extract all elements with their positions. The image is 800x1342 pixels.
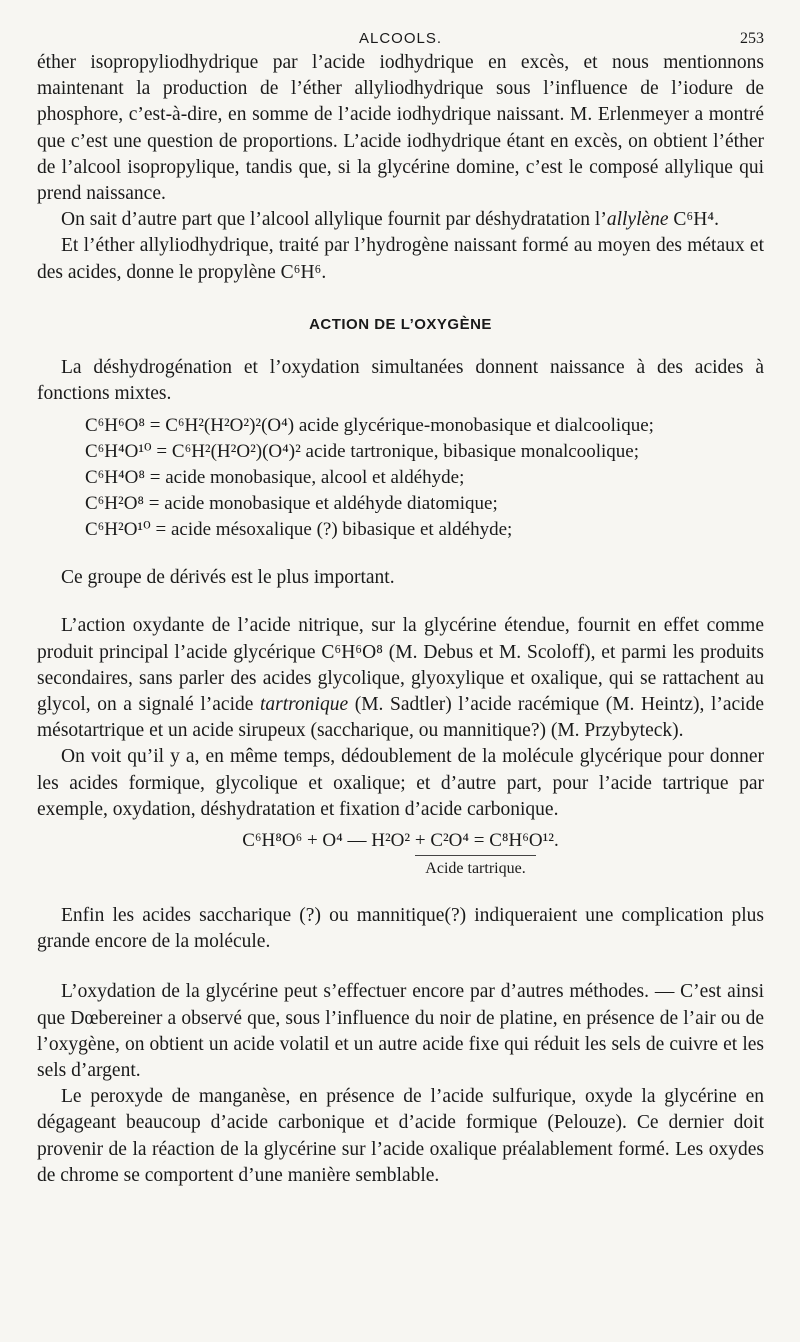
section-intro: La déshydrogénation et l’oxydation simultanées donnent naissance à des acides à fonctions mixtes. bbox=[37, 356, 764, 405]
paragraph-continuation: éther isopropyliodhydrique par l’acide iodhydrique en excès, et nous mentionnons maintenant la production de l’éther allyliodhydrique sous l’influence de l’iodure de phosphore, c’est-à-dire, en somme de l’acide iodhydrique naissant. M. Erlenmeyer a montré que c’est une question de proportions. L’acide iodhydrique étant en excès, on obtient l’éther de l’alcool isopropylique, tandis que, si la glycérine domine, c’est le composé allylique qui prend naissance. bbox=[37, 52, 764, 205]
section-heading: ACTION DE L’OXYGÈNE bbox=[309, 315, 492, 333]
paragraph-dedoublement: On voit qu’il y a, en même temps, dédoublement de la molécule glycérique pour donner les acides formique, glycolique et oxalique; et d’autre part, pour l’acide tartrique par exemple, oxydation, déshydratation et fixation d’acide carbonique. bbox=[37, 746, 764, 820]
equation-block bbox=[37, 829, 764, 881]
document-page bbox=[37, 26, 764, 1189]
paragraph-other-methods: L’oxydation de la glycérine peut s’effectuer encore par d’autres méthodes. — C’est ainsi que Dœbereiner a observé que, sous l’influence du noir de platine, en présence de l’air ou de l’oxygène, on obtient un acide volatil et un autre acide fixe qui réduit les sels de cuivre et les sels d’argent. bbox=[37, 981, 764, 1082]
running-title: ALCOOLS. bbox=[358, 30, 443, 47]
paragraph-allylene: On sait d’autre part que l’alcool allylique fournit par déshydratation l’allylène C⁶H⁴. bbox=[61, 209, 719, 231]
paragraph-nitric-oxidation: L’action oxydante de l’acide nitrique, sur la glycérine étendue, fournit en effet comme produit principal l’acide glycérique C⁶H⁶O⁸ (M. Debus et M. Scoloff), et parmi les produits secondaires, sans parler des acides glycolique, glyoxylique et oxalique, qui se rattachent au glycol, on a signalé l’acide tartronique (M. Sadtler) l’acide racémique (M. Heintz), l’acide mésotartrique et un acide sirupeux (saccharique, ou mannitique?) (M. Przybyteck). bbox=[37, 615, 764, 742]
page-header bbox=[37, 26, 764, 50]
important-note: Ce groupe de dérivés est le plus important. bbox=[61, 567, 395, 589]
paragraph-saccharique: Enfin les acides saccharique (?) ou mannitique(?) indiqueraient une complication plus grande encore de la molécule. bbox=[37, 905, 764, 953]
formula-line: C⁶H⁴O¹⁰ = C⁶H²(H²O²)(O⁴)² acide tartronique, bibasique monalcoolique; bbox=[85, 441, 639, 463]
formula-line: C⁶H²O¹⁰ = acide mésoxalique (?) bibasique et aldéhyde; bbox=[85, 519, 513, 541]
equation-label: Acide tartrique. bbox=[415, 855, 535, 881]
paragraph-propylene: Et l’éther allyliodhydrique, traité par l’hydrogène naissant formé au moyen des métaux et des acides, donne le propylène C⁶H⁶. bbox=[37, 235, 764, 283]
page-number: 253 bbox=[740, 30, 764, 47]
paragraph-manganese: Le peroxyde de manganèse, en présence de l’acide sulfurique, oxyde la glycérine en dégageant beaucoup d’acide carbonique et d’acide formique (Pelouze). Ce dernier doit provenir de la réaction de la glycérine sur l’acide oxalique préalablement formé. Les oxydes de chrome se comportent d’une manière semblable. bbox=[37, 1086, 764, 1186]
formula-line: C⁶H⁶O⁸ = C⁶H²(H²O²)²(O⁴) acide glycérique-monobasique et dialcoolique; bbox=[85, 415, 654, 437]
formula-list bbox=[37, 413, 764, 543]
formula-line: C⁶H⁴O⁸ = acide monobasique, alcool et aldéhyde; bbox=[85, 467, 465, 489]
formula-line: C⁶H²O⁸ = acide monobasique et aldéhyde diatomique; bbox=[85, 493, 498, 515]
equation: C⁶H⁸O⁶ + O⁴ — H²O² + C²O⁴ = C⁸H⁶O¹². bbox=[242, 830, 559, 852]
